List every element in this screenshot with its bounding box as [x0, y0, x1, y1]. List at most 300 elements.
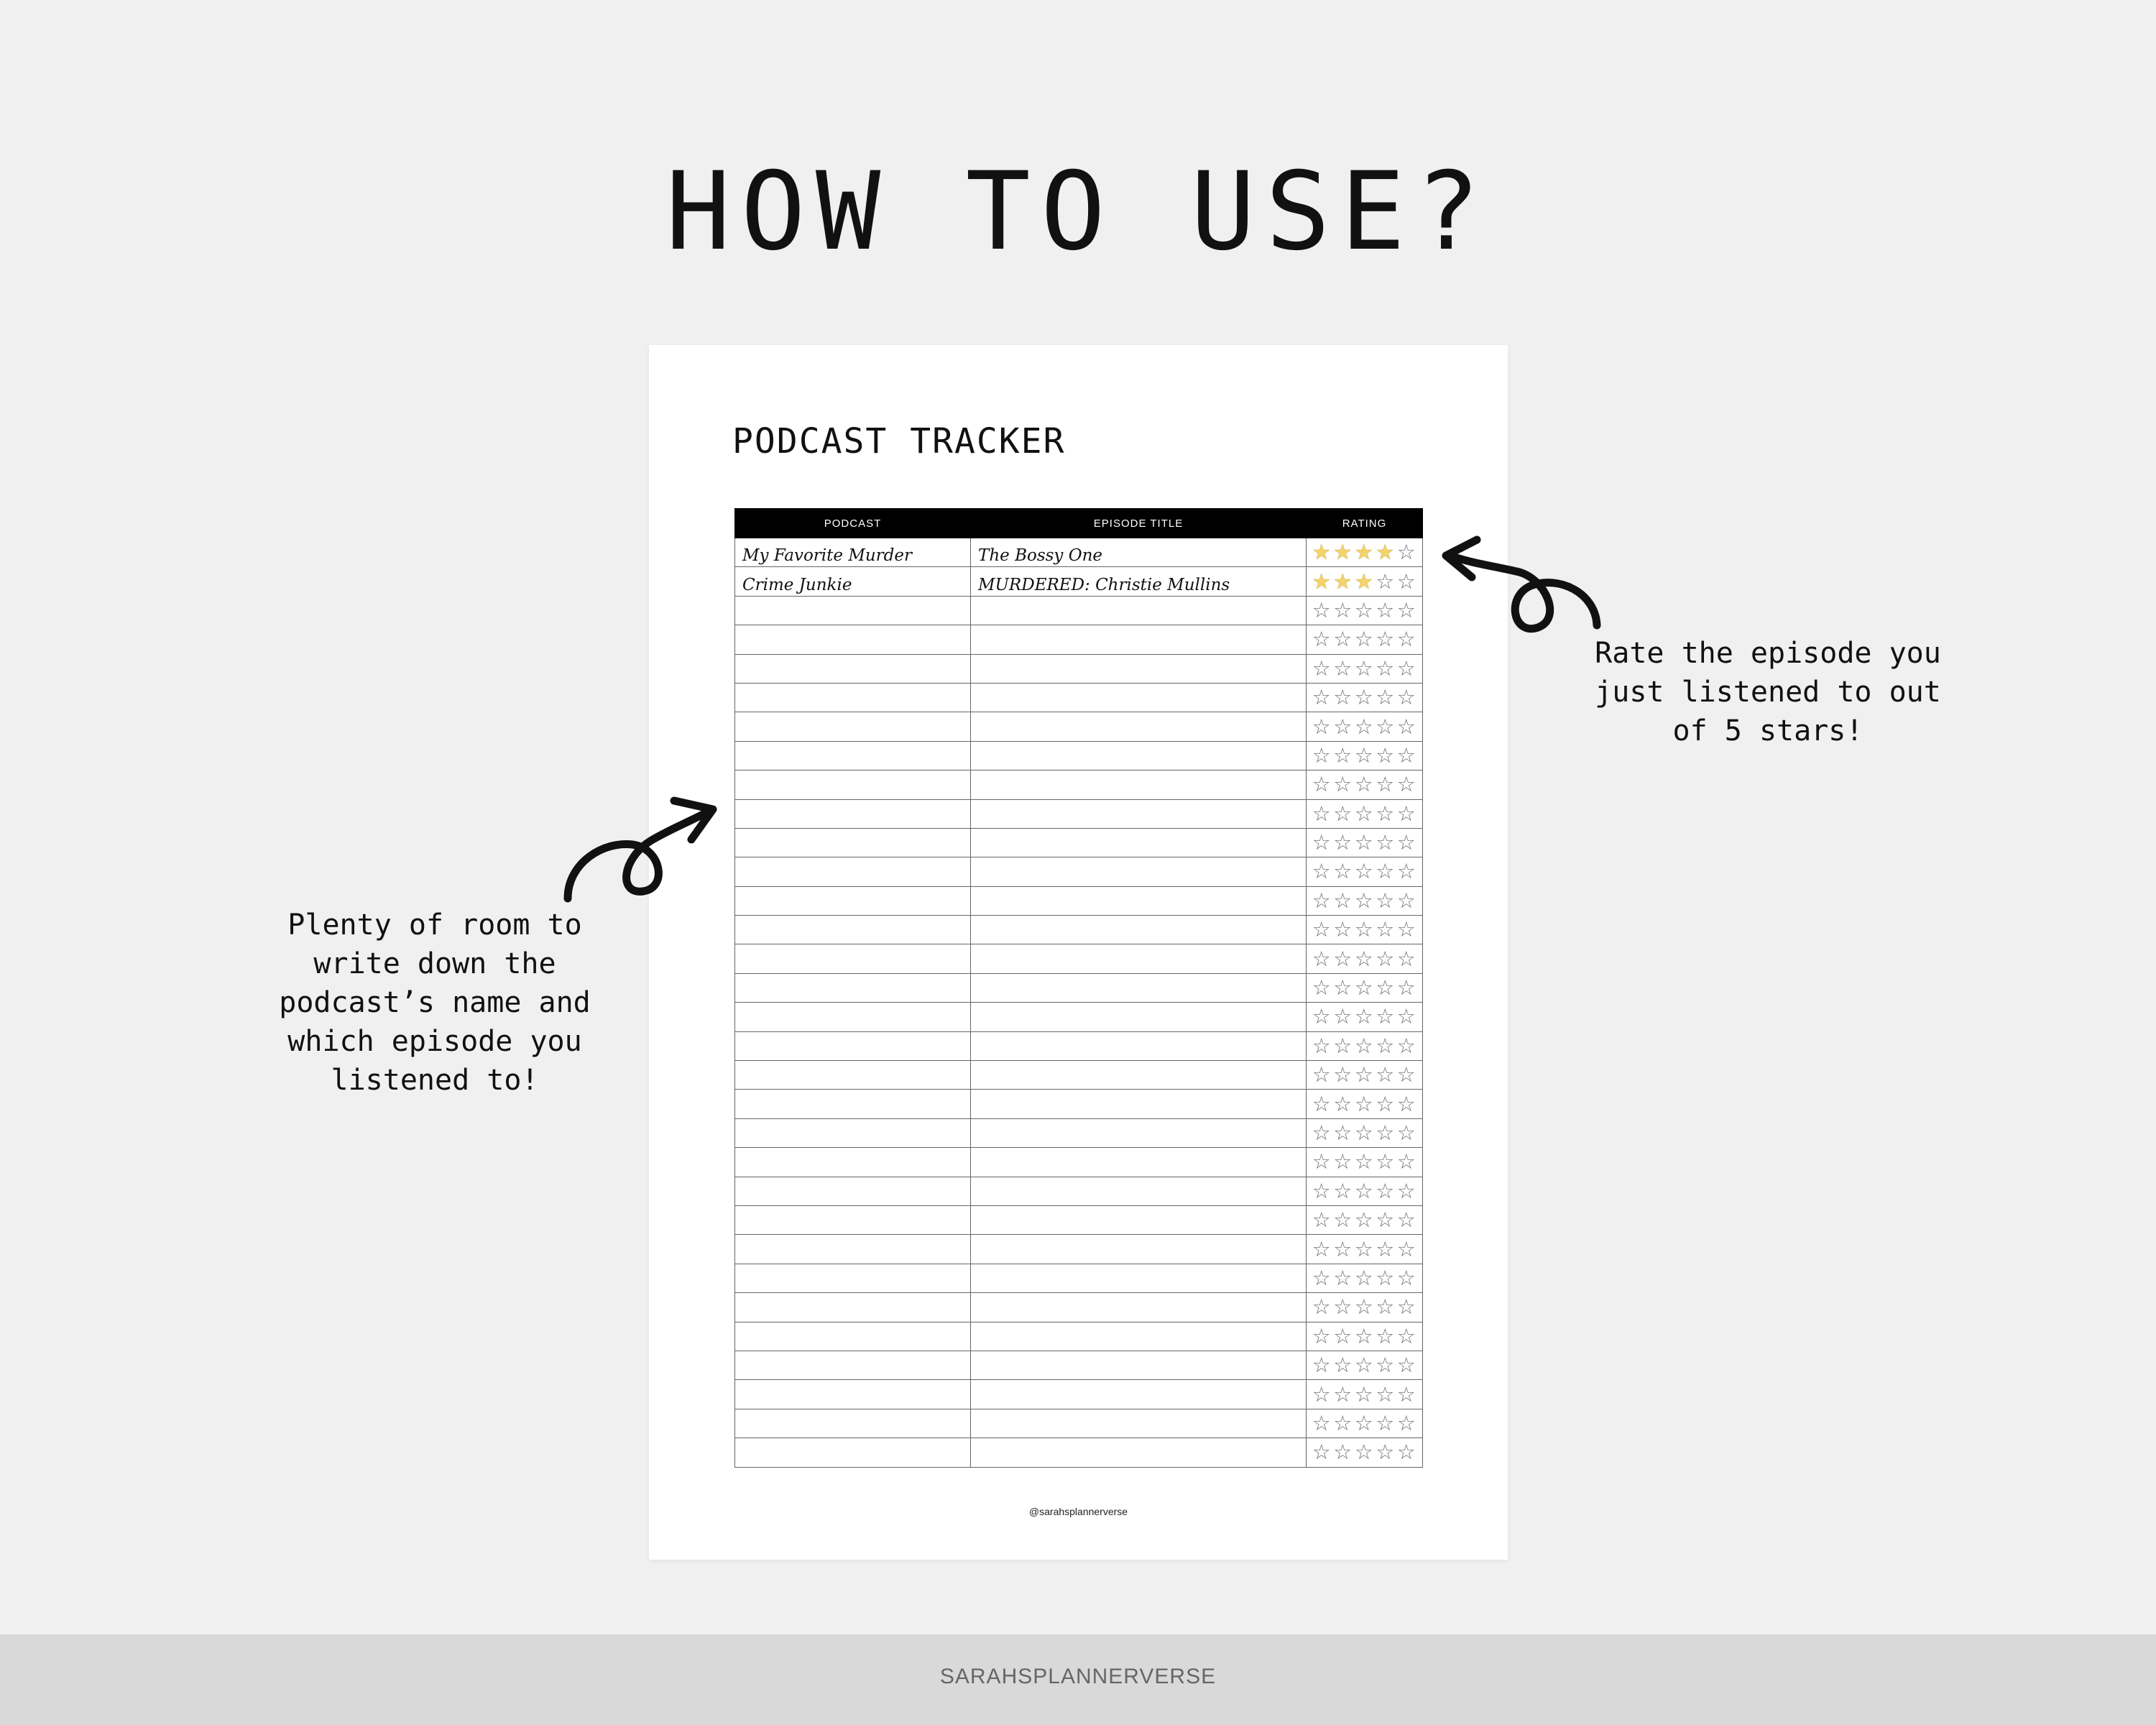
star-empty-icon[interactable]: ☆	[1376, 1410, 1395, 1435]
star-empty-icon[interactable]: ☆	[1376, 1091, 1395, 1116]
star-empty-icon[interactable]: ☆	[1312, 1410, 1331, 1435]
podcast-cell[interactable]	[735, 596, 971, 625]
curly-arrow-right-icon	[1437, 535, 1610, 636]
episode-cell[interactable]	[971, 886, 1307, 915]
star-empty-icon[interactable]: ☆	[1354, 830, 1373, 855]
table-row	[735, 1264, 1423, 1292]
star-empty-icon[interactable]: ☆	[1376, 1149, 1395, 1174]
star-empty-icon[interactable]: ☆	[1354, 1178, 1373, 1203]
star-empty-icon[interactable]: ☆	[1354, 1353, 1373, 1378]
star-empty-icon[interactable]: ☆	[1312, 975, 1331, 1000]
star-empty-icon[interactable]: ☆	[1312, 801, 1331, 826]
podcast-cell[interactable]	[735, 944, 971, 973]
star-empty-icon[interactable]: ☆	[1333, 946, 1353, 971]
star-empty-icon[interactable]: ☆	[1396, 1033, 1416, 1058]
star-empty-icon[interactable]: ☆	[1312, 1004, 1331, 1029]
rating-cell	[1307, 1351, 1423, 1379]
star-empty-icon[interactable]: ☆	[1333, 917, 1353, 942]
column-header-podcast: PODCAST	[735, 509, 971, 538]
brand-label: SARAHSPLANNERVERSE	[939, 1665, 1217, 1688]
podcast-cell[interactable]	[735, 1148, 971, 1177]
star-empty-icon[interactable]: ☆	[1376, 569, 1395, 594]
podcast-cell[interactable]	[735, 973, 971, 1002]
podcast-cell[interactable]	[735, 857, 971, 886]
star-empty-icon[interactable]: ☆	[1333, 830, 1353, 855]
star-empty-icon[interactable]: ☆	[1333, 859, 1353, 884]
rating-cell	[1307, 944, 1423, 973]
episode-cell[interactable]	[971, 1438, 1307, 1467]
star-empty-icon[interactable]: ☆	[1396, 1178, 1416, 1203]
rating-cell	[1307, 654, 1423, 683]
star-empty-icon[interactable]: ☆	[1354, 1121, 1373, 1145]
star-empty-icon[interactable]: ☆	[1376, 830, 1395, 855]
star-empty-icon[interactable]: ☆	[1312, 627, 1331, 652]
star-empty-icon[interactable]: ☆	[1396, 801, 1416, 826]
star-empty-icon[interactable]: ☆	[1376, 772, 1395, 797]
star-empty-icon[interactable]: ☆	[1354, 917, 1373, 942]
star-empty-icon[interactable]: ☆	[1396, 1410, 1416, 1435]
star-empty-icon[interactable]: ☆	[1333, 888, 1353, 913]
podcast-cell[interactable]	[735, 683, 971, 712]
star-empty-icon[interactable]: ☆	[1354, 597, 1373, 622]
rating-cell	[1307, 828, 1423, 857]
star-empty-icon[interactable]: ☆	[1312, 888, 1331, 913]
column-header-rating: RATING	[1307, 509, 1423, 538]
star-empty-icon[interactable]: ☆	[1312, 1178, 1331, 1203]
star-empty-icon[interactable]: ☆	[1396, 1149, 1416, 1174]
rating-cell	[1307, 1061, 1423, 1090]
star-empty-icon[interactable]: ☆	[1396, 1091, 1416, 1116]
star-empty-icon[interactable]: ☆	[1396, 1208, 1416, 1233]
star-empty-icon[interactable]: ☆	[1396, 830, 1416, 855]
episode-cell[interactable]	[971, 1380, 1307, 1409]
table-row	[735, 1409, 1423, 1438]
star-empty-icon[interactable]: ☆	[1354, 975, 1373, 1000]
star-empty-icon[interactable]: ☆	[1333, 685, 1353, 710]
episode-cell[interactable]	[971, 1293, 1307, 1322]
table-row	[735, 1438, 1423, 1467]
episode-cell[interactable]	[971, 1322, 1307, 1351]
episode-cell[interactable]	[971, 683, 1307, 712]
podcast-cell[interactable]	[735, 1177, 971, 1205]
table-row	[735, 1351, 1423, 1379]
star-empty-icon[interactable]: ☆	[1396, 888, 1416, 913]
star-filled-icon[interactable]: ★	[1333, 569, 1353, 594]
podcast-cell[interactable]: My Favorite Murder	[735, 538, 971, 567]
table-row	[735, 596, 1423, 625]
star-empty-icon[interactable]: ☆	[1376, 656, 1395, 681]
podcast-cell[interactable]	[735, 625, 971, 654]
star-empty-icon[interactable]: ☆	[1312, 946, 1331, 971]
star-empty-icon[interactable]: ☆	[1354, 742, 1373, 768]
table-row	[735, 625, 1423, 654]
star-empty-icon[interactable]: ☆	[1354, 801, 1373, 826]
rating-cell	[1307, 1177, 1423, 1205]
star-empty-icon[interactable]: ☆	[1312, 1062, 1331, 1087]
star-empty-icon[interactable]: ☆	[1376, 946, 1395, 971]
star-filled-icon[interactable]: ★	[1312, 569, 1331, 594]
table-row	[735, 857, 1423, 886]
star-empty-icon[interactable]: ☆	[1312, 917, 1331, 942]
podcast-cell[interactable]	[735, 1235, 971, 1264]
star-empty-icon[interactable]: ☆	[1396, 742, 1416, 768]
star-empty-icon[interactable]: ☆	[1312, 772, 1331, 797]
star-empty-icon[interactable]: ☆	[1396, 569, 1416, 594]
star-empty-icon[interactable]: ☆	[1312, 1208, 1331, 1233]
episode-cell[interactable]	[971, 1205, 1307, 1234]
star-empty-icon[interactable]: ☆	[1396, 1323, 1416, 1348]
episode-cell[interactable]	[971, 654, 1307, 683]
star-empty-icon[interactable]: ☆	[1354, 1265, 1373, 1290]
star-empty-icon[interactable]: ☆	[1396, 1440, 1416, 1465]
episode-cell[interactable]	[971, 1118, 1307, 1147]
star-empty-icon[interactable]: ☆	[1333, 772, 1353, 797]
star-empty-icon[interactable]: ☆	[1354, 772, 1373, 797]
star-empty-icon[interactable]: ☆	[1333, 1033, 1353, 1058]
star-empty-icon[interactable]: ☆	[1376, 859, 1395, 884]
star-empty-icon[interactable]: ☆	[1376, 1381, 1395, 1407]
rating-cell	[1307, 1031, 1423, 1060]
tracker-sheet	[649, 345, 1508, 1560]
star-empty-icon[interactable]: ☆	[1396, 1381, 1416, 1407]
star-empty-icon[interactable]: ☆	[1376, 1208, 1395, 1233]
star-empty-icon[interactable]: ☆	[1312, 830, 1331, 855]
star-empty-icon[interactable]: ☆	[1333, 1323, 1353, 1348]
star-empty-icon[interactable]: ☆	[1354, 1062, 1373, 1087]
podcast-cell[interactable]	[735, 1003, 971, 1031]
podcast-cell[interactable]	[735, 770, 971, 799]
star-empty-icon[interactable]: ☆	[1396, 540, 1416, 565]
episode-cell[interactable]: MURDERED: Christie Mullins	[971, 567, 1307, 596]
star-empty-icon[interactable]: ☆	[1312, 1265, 1331, 1290]
episode-cell[interactable]	[971, 944, 1307, 973]
table-row	[735, 1205, 1423, 1234]
star-empty-icon[interactable]: ☆	[1333, 1353, 1353, 1378]
star-empty-icon[interactable]: ☆	[1376, 1178, 1395, 1203]
star-empty-icon[interactable]: ☆	[1396, 946, 1416, 971]
star-filled-icon[interactable]: ★	[1354, 569, 1373, 594]
star-empty-icon[interactable]: ☆	[1333, 1062, 1353, 1087]
podcast-cell[interactable]	[735, 1061, 971, 1090]
table-row	[735, 886, 1423, 915]
rating-cell	[1307, 625, 1423, 654]
star-empty-icon[interactable]: ☆	[1312, 1033, 1331, 1058]
star-empty-icon[interactable]: ☆	[1376, 1265, 1395, 1290]
podcast-cell[interactable]	[735, 1118, 971, 1147]
star-empty-icon[interactable]: ☆	[1354, 1294, 1373, 1320]
star-empty-icon[interactable]: ☆	[1396, 1265, 1416, 1290]
podcast-cell[interactable]	[735, 1322, 971, 1351]
rating-cell	[1307, 1118, 1423, 1147]
star-empty-icon[interactable]: ☆	[1333, 597, 1353, 622]
rating-cell	[1307, 973, 1423, 1002]
star-empty-icon[interactable]: ☆	[1312, 1381, 1331, 1407]
episode-cell[interactable]	[971, 828, 1307, 857]
episode-cell[interactable]	[971, 1061, 1307, 1090]
star-empty-icon[interactable]: ☆	[1312, 1149, 1331, 1174]
star-empty-icon[interactable]: ☆	[1376, 1236, 1395, 1261]
star-empty-icon[interactable]: ☆	[1333, 1208, 1353, 1233]
star-empty-icon[interactable]: ☆	[1312, 1121, 1331, 1145]
star-empty-icon[interactable]: ☆	[1333, 1004, 1353, 1029]
star-empty-icon[interactable]: ☆	[1376, 1004, 1395, 1029]
star-empty-icon[interactable]: ☆	[1396, 627, 1416, 652]
star-filled-icon[interactable]: ★	[1376, 540, 1395, 565]
star-empty-icon[interactable]: ☆	[1396, 1353, 1416, 1378]
episode-cell[interactable]	[971, 1031, 1307, 1060]
episode-cell[interactable]	[971, 596, 1307, 625]
star-empty-icon[interactable]: ☆	[1396, 656, 1416, 681]
star-empty-icon[interactable]: ☆	[1396, 1121, 1416, 1145]
star-empty-icon[interactable]: ☆	[1354, 1236, 1373, 1261]
star-empty-icon[interactable]: ☆	[1333, 801, 1353, 826]
star-empty-icon[interactable]: ☆	[1312, 742, 1331, 768]
star-empty-icon[interactable]: ☆	[1354, 1091, 1373, 1116]
episode-cell[interactable]	[971, 1264, 1307, 1292]
table-row	[735, 828, 1423, 857]
podcast-cell[interactable]	[735, 1031, 971, 1060]
star-empty-icon[interactable]: ☆	[1396, 1004, 1416, 1029]
star-empty-icon[interactable]: ☆	[1354, 946, 1373, 971]
star-empty-icon[interactable]: ☆	[1376, 742, 1395, 768]
podcast-cell[interactable]	[735, 1264, 971, 1292]
star-empty-icon[interactable]: ☆	[1354, 1410, 1373, 1435]
episode-cell[interactable]	[971, 799, 1307, 828]
star-empty-icon[interactable]: ☆	[1354, 685, 1373, 710]
table-row	[735, 741, 1423, 770]
star-empty-icon[interactable]: ☆	[1312, 714, 1331, 739]
star-empty-icon[interactable]: ☆	[1333, 1381, 1353, 1407]
podcast-cell[interactable]	[735, 1351, 971, 1379]
star-empty-icon[interactable]: ☆	[1376, 1033, 1395, 1058]
rating-cell	[1307, 916, 1423, 944]
star-empty-icon[interactable]: ☆	[1333, 627, 1353, 652]
table-row	[735, 944, 1423, 973]
star-empty-icon[interactable]: ☆	[1312, 656, 1331, 681]
star-empty-icon[interactable]: ☆	[1376, 1121, 1395, 1145]
star-empty-icon[interactable]: ☆	[1396, 1236, 1416, 1261]
rating-cell	[1307, 1235, 1423, 1264]
podcast-cell[interactable]	[735, 1090, 971, 1118]
episode-cell[interactable]	[971, 916, 1307, 944]
star-empty-icon[interactable]: ☆	[1376, 888, 1395, 913]
star-empty-icon[interactable]: ☆	[1333, 1236, 1353, 1261]
table-row	[735, 1293, 1423, 1322]
tracker-body	[735, 538, 1423, 1468]
episode-cell[interactable]	[971, 857, 1307, 886]
podcast-cell[interactable]	[735, 799, 971, 828]
table-row	[735, 1148, 1423, 1177]
podcast-cell[interactable]	[735, 1293, 971, 1322]
star-empty-icon[interactable]: ☆	[1312, 597, 1331, 622]
star-empty-icon[interactable]: ☆	[1333, 975, 1353, 1000]
rating-cell	[1307, 857, 1423, 886]
star-empty-icon[interactable]: ☆	[1312, 1294, 1331, 1320]
table-row	[735, 1031, 1423, 1060]
star-empty-icon[interactable]: ☆	[1354, 859, 1373, 884]
star-empty-icon[interactable]: ☆	[1333, 742, 1353, 768]
star-filled-icon[interactable]: ★	[1312, 540, 1331, 565]
star-empty-icon[interactable]: ☆	[1376, 1294, 1395, 1320]
star-empty-icon[interactable]: ☆	[1396, 859, 1416, 884]
star-empty-icon[interactable]: ☆	[1354, 656, 1373, 681]
rating-cell	[1307, 1205, 1423, 1234]
table-row	[735, 1177, 1423, 1205]
star-empty-icon[interactable]: ☆	[1333, 1265, 1353, 1290]
rating-cell	[1307, 1003, 1423, 1031]
episode-cell[interactable]	[971, 1003, 1307, 1031]
episode-cell[interactable]: The Bossy One	[971, 538, 1307, 567]
podcast-cell[interactable]	[735, 1205, 971, 1234]
star-empty-icon[interactable]: ☆	[1376, 597, 1395, 622]
table-row	[735, 1235, 1423, 1264]
rating-cell	[1307, 1322, 1423, 1351]
table-row	[735, 1061, 1423, 1090]
rating-cell	[1307, 1409, 1423, 1438]
star-empty-icon[interactable]: ☆	[1354, 627, 1373, 652]
podcast-cell[interactable]: Crime Junkie	[735, 567, 971, 596]
star-empty-icon[interactable]: ☆	[1312, 1353, 1331, 1378]
star-empty-icon[interactable]: ☆	[1312, 1440, 1331, 1465]
note-right: Rate the episode you just listened to out of 5 stars!	[1595, 637, 1941, 748]
star-empty-icon[interactable]: ☆	[1354, 714, 1373, 739]
sheet-title: PODCAST TRACKER	[732, 421, 1066, 461]
star-empty-icon[interactable]: ☆	[1312, 1236, 1331, 1261]
star-empty-icon[interactable]: ☆	[1333, 1091, 1353, 1116]
note-left: Plenty of room to write down the podcast’s name and which episode you listened to!	[279, 908, 591, 1097]
star-empty-icon[interactable]: ☆	[1396, 685, 1416, 710]
episode-cell[interactable]	[971, 625, 1307, 654]
star-empty-icon[interactable]: ☆	[1354, 1004, 1373, 1029]
table-row	[735, 712, 1423, 741]
star-empty-icon[interactable]: ☆	[1333, 714, 1353, 739]
star-empty-icon[interactable]: ☆	[1333, 1410, 1353, 1435]
rating-cell	[1307, 596, 1423, 625]
star-empty-icon[interactable]: ☆	[1354, 888, 1373, 913]
star-empty-icon[interactable]: ☆	[1376, 1353, 1395, 1378]
rating-cell	[1307, 1264, 1423, 1292]
table-header-row	[735, 509, 1423, 538]
curly-arrow-left-icon	[553, 791, 726, 906]
rating-cell	[1307, 886, 1423, 915]
table-row	[735, 654, 1423, 683]
star-empty-icon[interactable]: ☆	[1376, 917, 1395, 942]
rating-cell	[1307, 770, 1423, 799]
episode-cell[interactable]	[971, 1351, 1307, 1379]
podcast-cell[interactable]	[735, 886, 971, 915]
rating-cell	[1307, 567, 1423, 596]
star-empty-icon[interactable]: ☆	[1396, 1062, 1416, 1087]
table-row	[735, 1322, 1423, 1351]
podcast-cell[interactable]	[735, 741, 971, 770]
star-empty-icon[interactable]: ☆	[1354, 1033, 1373, 1058]
rating-cell	[1307, 1148, 1423, 1177]
star-empty-icon[interactable]: ☆	[1354, 1149, 1373, 1174]
star-empty-icon[interactable]: ☆	[1312, 1091, 1331, 1116]
bottom-bar	[0, 1634, 2156, 1725]
podcast-cell[interactable]	[735, 1409, 971, 1438]
star-empty-icon[interactable]: ☆	[1333, 1440, 1353, 1465]
table-row	[735, 1118, 1423, 1147]
podcast-cell[interactable]	[735, 1380, 971, 1409]
table-row	[735, 683, 1423, 712]
episode-cell[interactable]	[971, 1148, 1307, 1177]
episode-cell[interactable]	[971, 973, 1307, 1002]
episode-cell[interactable]	[971, 1177, 1307, 1205]
star-empty-icon[interactable]: ☆	[1312, 685, 1331, 710]
table-row	[735, 1090, 1423, 1118]
table-row	[735, 1003, 1423, 1031]
sheet-footer: @sarahsplannerverse	[1028, 1506, 1128, 1517]
table-row	[735, 567, 1423, 596]
episode-cell[interactable]	[971, 712, 1307, 741]
star-empty-icon[interactable]: ☆	[1333, 1294, 1353, 1320]
star-empty-icon[interactable]: ☆	[1333, 1178, 1353, 1203]
star-empty-icon[interactable]: ☆	[1396, 597, 1416, 622]
star-empty-icon[interactable]: ☆	[1354, 1440, 1373, 1465]
star-empty-icon[interactable]: ☆	[1396, 772, 1416, 797]
star-empty-icon[interactable]: ☆	[1376, 1440, 1395, 1465]
rating-cell	[1307, 538, 1423, 567]
episode-cell[interactable]	[971, 741, 1307, 770]
star-empty-icon[interactable]: ☆	[1354, 1323, 1373, 1348]
star-empty-icon[interactable]: ☆	[1376, 714, 1395, 739]
podcast-cell[interactable]	[735, 916, 971, 944]
podcast-cell[interactable]	[735, 828, 971, 857]
star-empty-icon[interactable]: ☆	[1376, 1062, 1395, 1087]
star-empty-icon[interactable]: ☆	[1376, 801, 1395, 826]
star-empty-icon[interactable]: ☆	[1333, 656, 1353, 681]
star-empty-icon[interactable]: ☆	[1312, 1323, 1331, 1348]
star-empty-icon[interactable]: ☆	[1396, 975, 1416, 1000]
star-empty-icon[interactable]: ☆	[1354, 1381, 1373, 1407]
table-row	[735, 538, 1423, 567]
star-empty-icon[interactable]: ☆	[1376, 1323, 1395, 1348]
star-empty-icon[interactable]: ☆	[1312, 859, 1331, 884]
rating-cell	[1307, 1438, 1423, 1467]
star-empty-icon[interactable]: ☆	[1396, 1294, 1416, 1320]
table-row	[735, 799, 1423, 828]
table-row	[735, 1380, 1423, 1409]
podcast-cell[interactable]	[735, 1438, 971, 1467]
star-empty-icon[interactable]: ☆	[1333, 1149, 1353, 1174]
episode-cell[interactable]	[971, 1235, 1307, 1264]
podcast-cell[interactable]	[735, 654, 971, 683]
star-empty-icon[interactable]: ☆	[1396, 917, 1416, 942]
rating-cell	[1307, 683, 1423, 712]
tracker-table	[734, 508, 1423, 1468]
rating-cell	[1307, 712, 1423, 741]
star-filled-icon[interactable]: ★	[1354, 540, 1373, 565]
star-empty-icon[interactable]: ☆	[1376, 975, 1395, 1000]
star-empty-icon[interactable]: ☆	[1354, 1208, 1373, 1233]
table-row	[735, 973, 1423, 1002]
column-header-episode: EPISODE TITLE	[971, 509, 1307, 538]
star-filled-icon[interactable]: ★	[1333, 540, 1353, 565]
star-empty-icon[interactable]: ☆	[1376, 685, 1395, 710]
table-row	[735, 770, 1423, 799]
star-empty-icon[interactable]: ☆	[1333, 1121, 1353, 1145]
podcast-cell[interactable]	[735, 712, 971, 741]
rating-cell	[1307, 741, 1423, 770]
rating-cell	[1307, 1380, 1423, 1409]
episode-cell[interactable]	[971, 770, 1307, 799]
star-empty-icon[interactable]: ☆	[1396, 714, 1416, 739]
headline: HOW TO USE?	[665, 150, 1491, 275]
episode-cell[interactable]	[971, 1409, 1307, 1438]
episode-cell[interactable]	[971, 1090, 1307, 1118]
star-empty-icon[interactable]: ☆	[1376, 627, 1395, 652]
